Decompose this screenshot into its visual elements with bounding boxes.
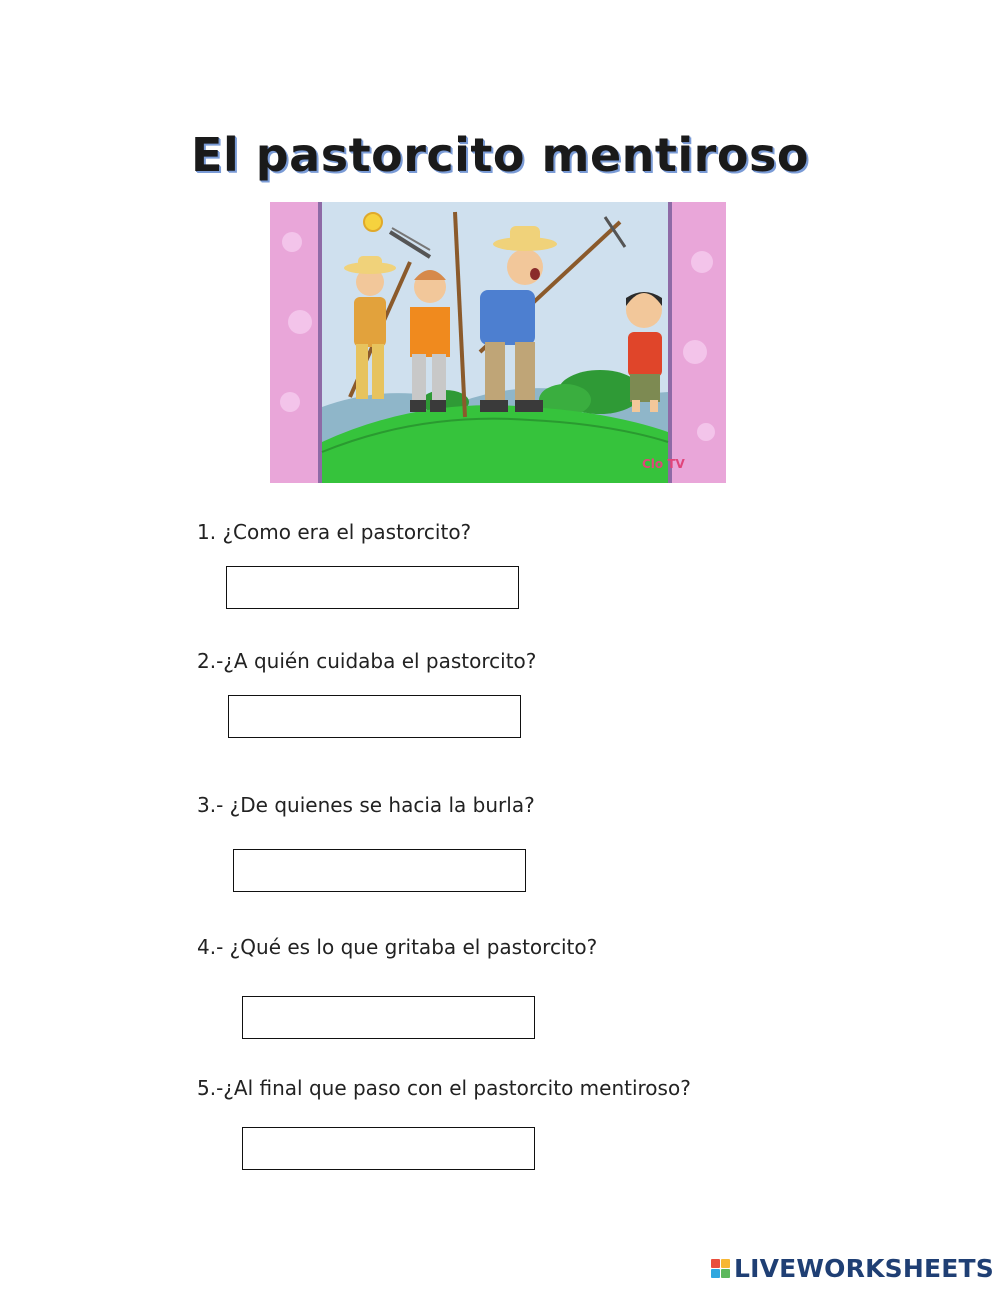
story-illustration-svg: [270, 202, 726, 483]
brand-name: LIVEWORKSHEETS: [733, 1254, 994, 1283]
story-illustration: [270, 202, 726, 483]
question-1: 1. ¿Como era el pastorcito?: [197, 520, 472, 544]
image-watermark: Clo TV: [642, 457, 685, 471]
answer-box-5[interactable]: [242, 1127, 535, 1170]
question-4: 4.- ¿Qué es lo que gritaba el pastorcito?: [197, 935, 598, 959]
logo-square-yellow: [721, 1259, 730, 1268]
question-2: 2.-¿A quién cuidaba el pastorcito?: [197, 649, 537, 673]
question-3: 3.- ¿De quienes se hacia la burla?: [197, 793, 535, 817]
answer-box-1[interactable]: [226, 566, 519, 609]
question-5: 5.-¿Al final que paso con el pastorcito mentiroso?: [197, 1076, 691, 1100]
liveworksheets-logo-icon: [711, 1259, 730, 1278]
answer-box-2[interactable]: [228, 695, 521, 738]
liveworksheets-brand[interactable]: [711, 1254, 994, 1283]
answer-box-3[interactable]: [233, 849, 526, 892]
shepherd-boy: [626, 292, 662, 412]
logo-square-blue: [711, 1269, 720, 1278]
answer-box-4[interactable]: [242, 996, 535, 1039]
logo-square-green: [721, 1269, 730, 1278]
logo-square-red: [711, 1259, 720, 1268]
worksheet-title: El pastorcito mentiroso: [191, 128, 809, 182]
sun-icon: [364, 213, 382, 231]
